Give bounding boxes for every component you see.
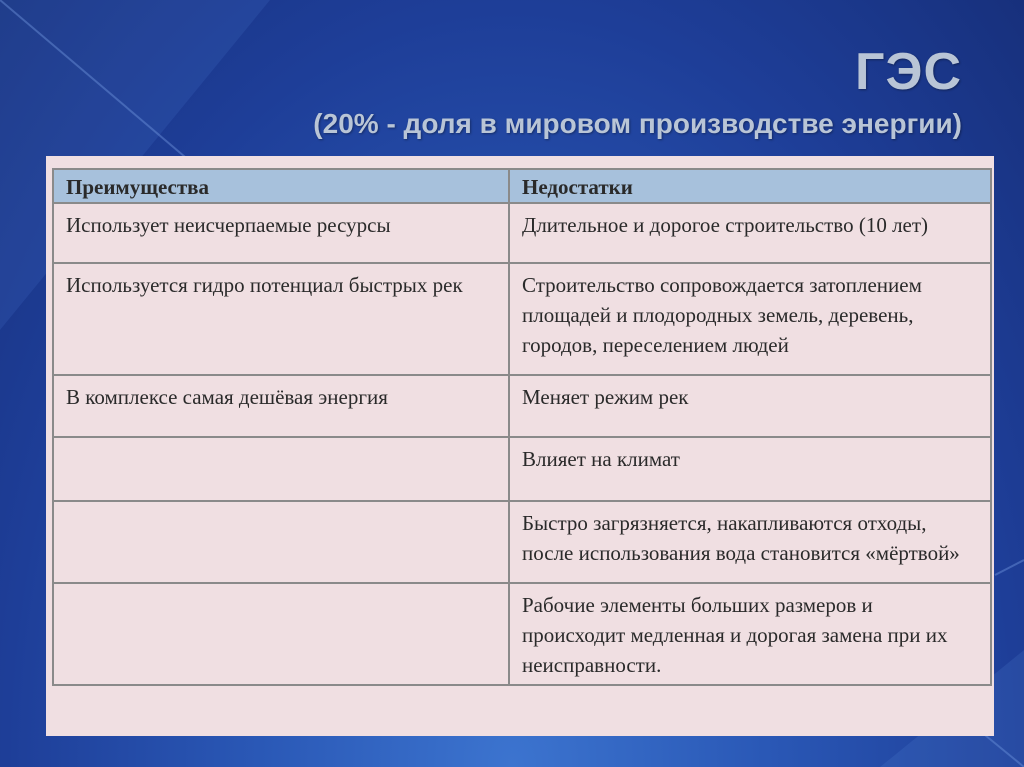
table-row bbox=[53, 375, 991, 437]
header-disadvantages: Недостатки bbox=[509, 169, 991, 203]
disadvantage-cell: Меняет режим рек bbox=[509, 375, 991, 437]
disadvantage-cell: Рабочие элементы больших размеров и происходит медленная и дорогая замена при их неисправности. bbox=[509, 583, 991, 685]
advantage-cell: В комплексе самая дешёвая энергия bbox=[53, 375, 509, 437]
table-header-row bbox=[53, 169, 991, 203]
table-row bbox=[53, 583, 991, 685]
diagonal-line-right bbox=[995, 560, 1024, 575]
advantage-cell bbox=[53, 501, 509, 583]
comparison-table bbox=[52, 168, 992, 686]
disadvantage-cell: Длительное и дорогое строительство (10 лет) bbox=[509, 203, 991, 263]
header-advantages: Преимущества bbox=[53, 169, 509, 203]
table-row bbox=[53, 437, 991, 501]
advantage-cell: Использует неисчерпаемые ресурсы bbox=[53, 203, 509, 263]
slide-title: ГЭС bbox=[854, 43, 962, 101]
table-row bbox=[53, 501, 991, 583]
disadvantage-cell: Быстро загрязняется, накапливаются отходы, после использования вода становится «мёртвой» bbox=[509, 501, 991, 583]
table-row bbox=[53, 263, 991, 375]
disadvantage-cell: Влияет на климат bbox=[509, 437, 991, 501]
advantage-cell bbox=[53, 437, 509, 501]
table-row bbox=[53, 203, 991, 263]
advantage-cell bbox=[53, 583, 509, 685]
comparison-table-frame bbox=[46, 156, 994, 736]
advantage-cell: Используется гидро потенциал быстрых рек bbox=[53, 263, 509, 375]
slide-subtitle: (20% - доля в мировом производстве энергии) bbox=[313, 108, 962, 139]
disadvantage-cell: Строительство сопровождается затоплением площадей и плодородных земель, деревень, городов, переселением людей bbox=[509, 263, 991, 375]
